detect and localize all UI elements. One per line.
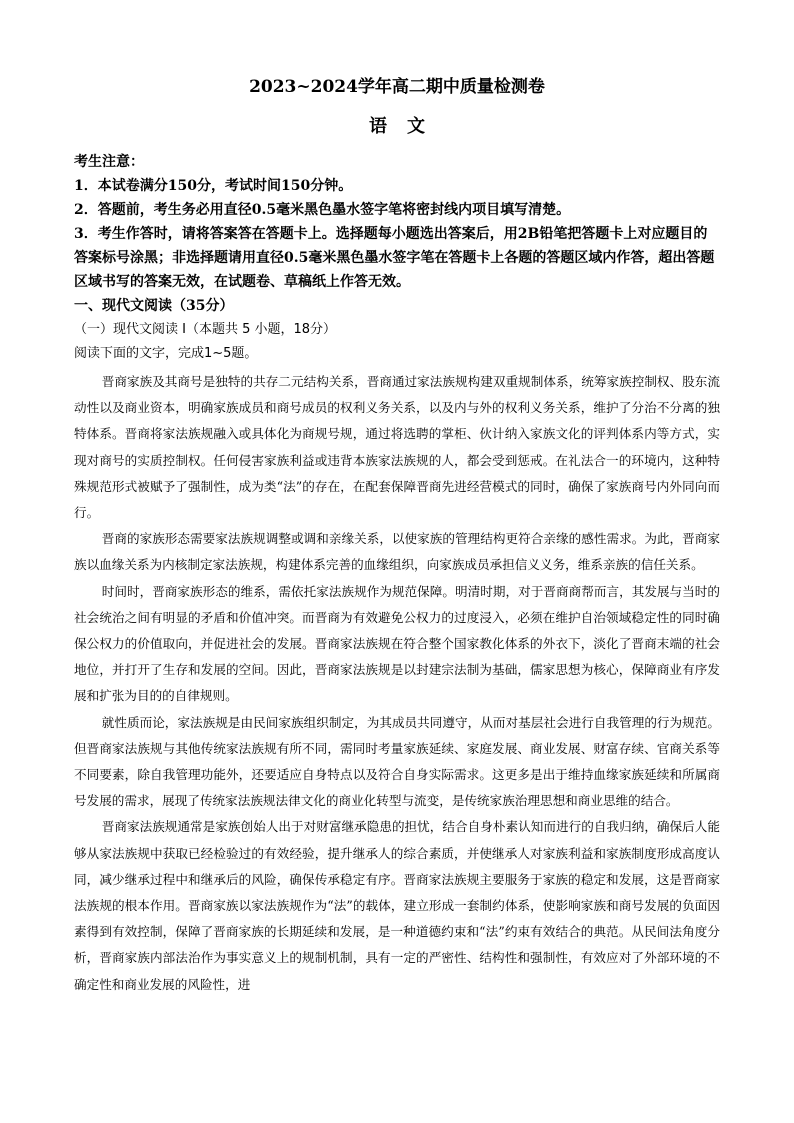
section-heading: 一、现代文阅读（35分） bbox=[74, 298, 234, 314]
notice-item-1: 1．本试卷满分150分，考试时间150分钟。 bbox=[74, 178, 353, 194]
article-paragraph-4: 就性质而论，家法族规是由民间家族组织制定，为其成员共同遵守，从而对基层社会进行自我管理的行为规范。但晋商家法族规与其他传统家法族规有所不同，需同时考量家族延续、家庭发展、商业发展、财富存续、官商关系等不同要素，除自我管理功能外，还要适应自身特点以及符合自身实际需求。这更多是出于维持血缘家族延续和所属商号发展的需求，展现了传统家法族规法律文化的商业化转型与流变，是传统家族治理思想和商业思维的结合。 bbox=[74, 714, 720, 809]
article-paragraph-2: 晋商的家族形态需要家法族规调整或调和亲缘关系，以使家族的管理结构更符合亲缘的感性需求。为此，晋商家族以血缘关系为内核制定家法族规，构建体系完善的血缘组织，向家族成员承担信义义务，维系亲族的信任关系。 bbox=[74, 531, 720, 573]
article-paragraph-1: 晋商家族及其商号是独特的共存二元结构关系，晋商通过家法族规构建双重规制体系，统筹家族控制权、股东流动性以及商业资本，明确家族成员和商号成员的权利义务关系，以及内与外的权利义务关系，维护了分治不分离的独特体系。晋商将家法族规融入或具体化为商规号规，通过将选聘的掌柜、伙计纳入家族文化的评判体系内等方式，实现对商号的实质控制权。任何侵害家族利益或违背本族家法族规的人，都会受到惩戒。在礼法合一的环境内，这种特殊规范形式被赋予了强制性，成为类“法”的存在，在配套保障晋商先进经营模式的同时，确保了家族商号内外同向而行。 bbox=[74, 374, 720, 521]
article-paragraph-3: 时间时，晋商家族形态的维系，需依托家法族规作为规范保障。明清时期，对于晋商商帮而言，其发展与当时的社会统治之间有明显的矛盾和价值冲突。而晋商为有效避免公权力的过度浸入，必须在维护自治领域稳定性的同时确保公权力的价值取向，并促进社会的发展。晋商家法族规在符合整个国家教化体系的外衣下，淡化了晋商末端的社会地位，并打开了生存和发展的空间。因此，晋商家法族规是以封建宗法制为基础，儒家思想为核心，保障商业有序发展和扩张为目的的自律规则。 bbox=[74, 583, 720, 704]
subject-title: 语文 bbox=[369, 116, 445, 137]
article-paragraph-5: 晋商家法族规通常是家族创始人出于对财富继承隐患的担忧，结合自身朴素认知而进行的自我归纳，确保后人能够从家法族规中获取已经检验过的有效经验，提升继承人的综合素质，并使继承人对家族利益和家族制度形成高度认同，减少继承过程中和继承后的风险，确保传承稳定有序。晋商家法族规主要服务于家族的稳定和发展，这是晋商家法族规的根本作用。晋商家族以家法族规作为“法”的载体，建立形成一套制约体系，使影响家族和商号发展的负面因素得到有效控制，保障了晋商家族的长期延续和发展，是一种道德约束和“法”约束有效结合的典范。从民间法角度分析，晋商家族内部法治作为事实意义上的规制机制，具有一定的严密性、结构性和强制性，有效应对了外部环境的不确定性和商业发展的风险性，进 bbox=[74, 819, 720, 992]
notice-item-2: 2．答题前，考生务必用直径0.5毫米黑色墨水签字笔将密封线内项目填写清楚。 bbox=[74, 202, 571, 218]
notice-item-3: 3．考生作答时，请将答案答在答题卡上。选择题每小题选出答案后，用2B铅笔把答题卡上对应题目的答案标号涂黑；非选择题请用直径0.5毫米黑色墨水签字笔在答题卡上各题的答题区域内作答，超出答题区域书写的答案无效，在试题卷、草稿纸上作答无效。 bbox=[74, 226, 715, 290]
reading-instruction: 阅读下面的文字，完成1~5题。 bbox=[74, 346, 258, 361]
notice-block bbox=[74, 150, 720, 366]
reading-article bbox=[74, 369, 720, 998]
notice-heading: 考生注意： bbox=[74, 154, 144, 170]
exam-title: 2023~2024学年高二期中质量检测卷 bbox=[249, 77, 545, 97]
section-subheading: （一）现代文阅读 I（本题共 5 小题，18分） bbox=[74, 322, 337, 337]
